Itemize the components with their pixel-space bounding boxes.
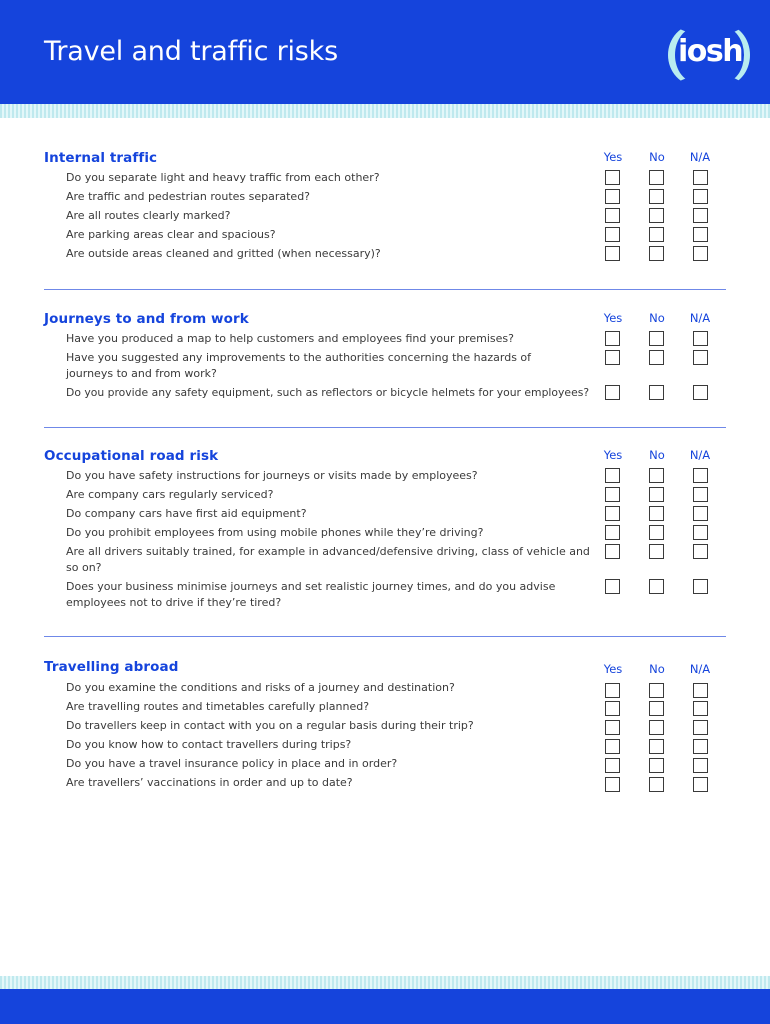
column-header-yes: Yes <box>603 311 623 325</box>
checkbox-no[interactable] <box>649 189 664 204</box>
question-text: Do you provide any safety equipment, such as reflectors or bicycle helmets for your employees? <box>66 386 590 399</box>
column-header-na: N/A <box>689 662 711 676</box>
checkbox-yes[interactable] <box>605 683 620 698</box>
page-footer <box>0 989 770 1024</box>
checkbox-yes[interactable] <box>605 331 620 346</box>
checkbox-na[interactable] <box>693 487 708 502</box>
checkbox-no[interactable] <box>649 544 664 559</box>
question-text: Are all routes clearly marked? <box>66 209 231 222</box>
checkbox-na[interactable] <box>693 170 708 185</box>
column-header-no: No <box>649 311 665 325</box>
checkbox-na[interactable] <box>693 189 708 204</box>
checkbox-yes[interactable] <box>605 208 620 223</box>
checkbox-yes[interactable] <box>605 720 620 735</box>
checkbox-na[interactable] <box>693 350 708 365</box>
question-text: Do you separate light and heavy traffic from each other? <box>66 171 380 184</box>
checkbox-no[interactable] <box>649 758 664 773</box>
question-text: Are outside areas cleaned and gritted (when necessary)? <box>66 247 381 260</box>
logo-wordmark: iosh <box>678 34 743 69</box>
checkbox-no[interactable] <box>649 170 664 185</box>
section-divider <box>44 636 726 637</box>
checkbox-na[interactable] <box>693 777 708 792</box>
checkbox-na[interactable] <box>693 227 708 242</box>
checkbox-yes[interactable] <box>605 777 620 792</box>
checkbox-no[interactable] <box>649 331 664 346</box>
checkbox-no[interactable] <box>649 487 664 502</box>
question-text: Are parking areas clear and spacious? <box>66 228 276 241</box>
question-text: Are traffic and pedestrian routes separated? <box>66 190 311 203</box>
iosh-logo <box>668 24 750 86</box>
column-header-yes: Yes <box>603 448 623 462</box>
section-title: Internal traffic <box>44 150 158 166</box>
question-text: Are all drivers suitably trained, for example in advanced/defensive driving, class of vehicle and so on? <box>66 545 590 574</box>
checkbox-yes[interactable] <box>605 579 620 594</box>
column-header-no: No <box>649 448 665 462</box>
column-header-no: No <box>649 662 665 676</box>
column-header-yes: Yes <box>603 662 623 676</box>
checkbox-no[interactable] <box>649 720 664 735</box>
question-text: Does your business minimise journeys and set realistic journey times, and do you advise employees not to drive if they’re tired? <box>66 580 556 609</box>
checkbox-na[interactable] <box>693 739 708 754</box>
question-text: Have you produced a map to help customers and employees find your premises? <box>66 332 514 345</box>
checkbox-no[interactable] <box>649 683 664 698</box>
checkbox-no[interactable] <box>649 208 664 223</box>
checkbox-na[interactable] <box>693 720 708 735</box>
column-header-yes: Yes <box>603 150 623 164</box>
checkbox-yes[interactable] <box>605 227 620 242</box>
section-title: Journeys to and from work <box>44 311 249 327</box>
checkbox-no[interactable] <box>649 579 664 594</box>
section-divider <box>44 289 726 290</box>
bottom-decorative-stripe <box>0 976 770 989</box>
checkbox-no[interactable] <box>649 506 664 521</box>
question-text: Do company cars have first aid equipment? <box>66 507 307 520</box>
question-text: Have you suggested any improvements to the authorities concerning the hazards of journeys to and from work? <box>66 351 532 380</box>
checkbox-yes[interactable] <box>605 385 620 400</box>
checkbox-yes[interactable] <box>605 701 620 716</box>
checkbox-no[interactable] <box>649 739 664 754</box>
checkbox-yes[interactable] <box>605 544 620 559</box>
question-text: Are travelling routes and timetables carefully planned? <box>66 700 370 713</box>
checkbox-no[interactable] <box>649 227 664 242</box>
question-text: Do travellers keep in contact with you on a regular basis during their trip? <box>66 719 474 732</box>
question-text: Do you know how to contact travellers during trips? <box>66 738 352 751</box>
checkbox-na[interactable] <box>693 331 708 346</box>
checkbox-yes[interactable] <box>605 189 620 204</box>
column-header-na: N/A <box>689 448 711 462</box>
checkbox-na[interactable] <box>693 506 708 521</box>
checkbox-no[interactable] <box>649 777 664 792</box>
checkbox-yes[interactable] <box>605 170 620 185</box>
checkbox-no[interactable] <box>649 350 664 365</box>
checkbox-yes[interactable] <box>605 525 620 540</box>
checkbox-yes[interactable] <box>605 246 620 261</box>
checkbox-no[interactable] <box>649 525 664 540</box>
question-text: Do you examine the conditions and risks of a journey and destination? <box>66 681 455 694</box>
column-header-na: N/A <box>689 150 711 164</box>
page-header <box>0 0 770 104</box>
checkbox-no[interactable] <box>649 701 664 716</box>
question-text: Do you prohibit employees from using mobile phones while they’re driving? <box>66 526 484 539</box>
checkbox-yes[interactable] <box>605 506 620 521</box>
checkbox-na[interactable] <box>693 246 708 261</box>
section-title: Travelling abroad <box>44 659 179 675</box>
column-header-na: N/A <box>689 311 711 325</box>
checkbox-na[interactable] <box>693 208 708 223</box>
top-decorative-stripe <box>0 104 770 118</box>
checkbox-yes[interactable] <box>605 739 620 754</box>
checkbox-yes[interactable] <box>605 487 620 502</box>
section-divider <box>44 427 726 428</box>
checkbox-na[interactable] <box>693 468 708 483</box>
page-title: Travel and traffic risks <box>44 36 338 67</box>
question-text: Are company cars regularly serviced? <box>66 488 274 501</box>
checkbox-na[interactable] <box>693 683 708 698</box>
checkbox-na[interactable] <box>693 579 708 594</box>
checkbox-na[interactable] <box>693 701 708 716</box>
question-text: Are travellers’ vaccinations in order and up to date? <box>66 776 353 789</box>
checkbox-na[interactable] <box>693 525 708 540</box>
section-title: Occupational road risk <box>44 448 219 464</box>
checkbox-yes[interactable] <box>605 350 620 365</box>
checkbox-no[interactable] <box>649 246 664 261</box>
checkbox-no[interactable] <box>649 468 664 483</box>
question-text: Do you have safety instructions for journeys or visits made by employees? <box>66 469 478 482</box>
checkbox-yes[interactable] <box>605 468 620 483</box>
checkbox-yes[interactable] <box>605 758 620 773</box>
checkbox-na[interactable] <box>693 544 708 559</box>
checkbox-na[interactable] <box>693 758 708 773</box>
checkbox-na[interactable] <box>693 385 708 400</box>
question-text: Do you have a travel insurance policy in place and in order? <box>66 757 398 770</box>
column-header-no: No <box>649 150 665 164</box>
checkbox-no[interactable] <box>649 385 664 400</box>
